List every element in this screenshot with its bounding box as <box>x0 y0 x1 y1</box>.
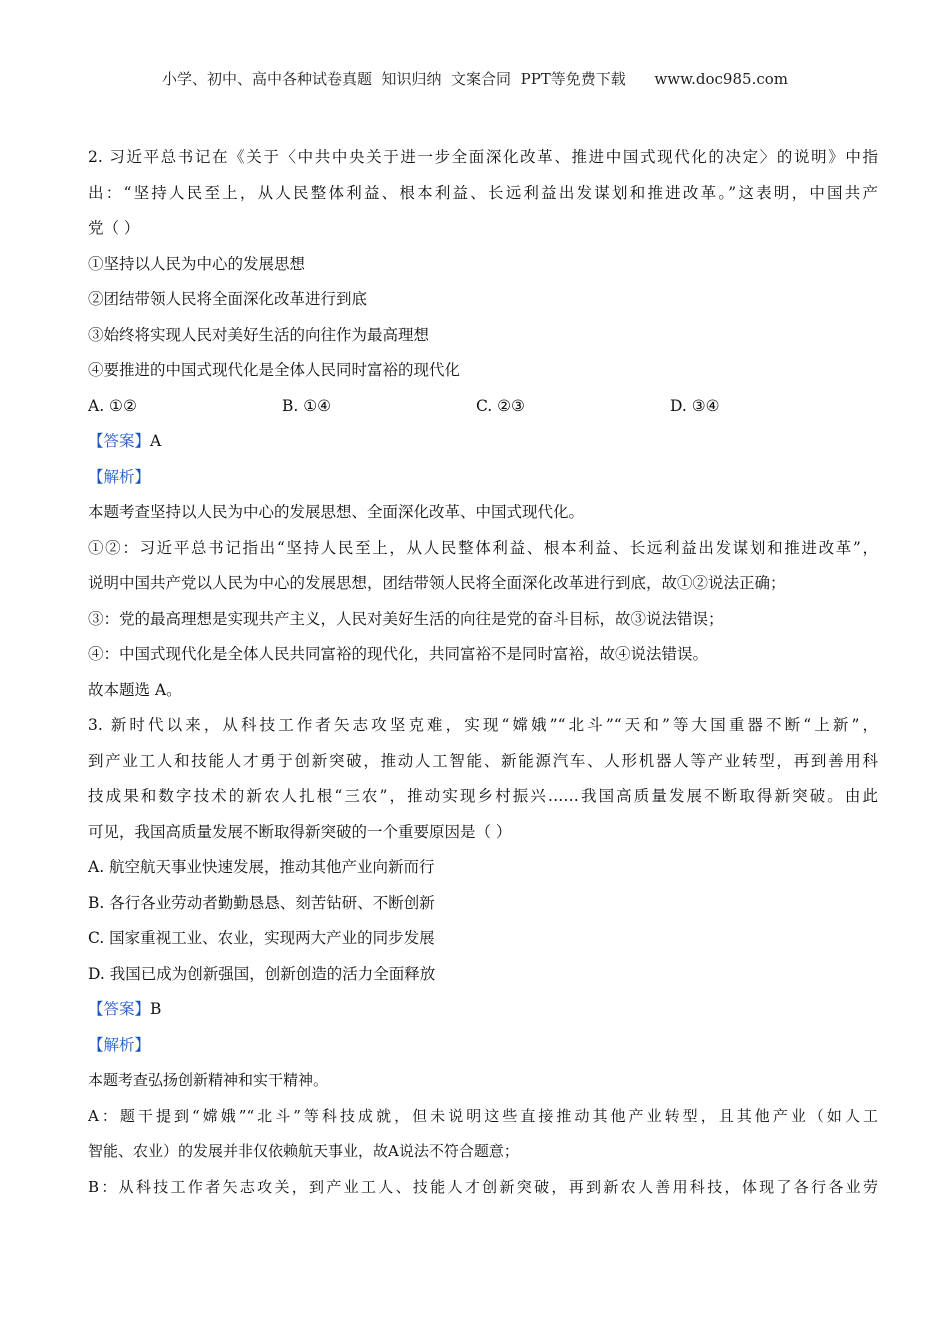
q2-analysis-line-1: 本题考查坚持以人民为中心的发展思想、全面深化改革、中国式现代化。 <box>88 503 585 521</box>
q2-item-1: ①坚持以人民为中心的发展思想 <box>88 254 306 273</box>
q2-option-c: C. ②③ <box>476 396 525 415</box>
q3-option-d: D. 我国已成为创新强国，创新创造的活力全面释放 <box>88 964 436 983</box>
q2-stem-line-2: 出：“坚持人民至上，从人民整体利益、根本利益、长远利益出发谋划和推进改革。”这表明，中国共产 <box>88 183 878 202</box>
q3-stem-line-1: 3. 新时代以来，从科技工作者矢志攻坚克难，实现“嫦娥”“北斗”“天和”等大国重器不断“上新”， <box>88 716 878 734</box>
page-header: 小学、初中、高中各种试卷真题 知识归纳 文案合同 PPT等免费下载 www.doc985.com <box>161 70 788 88</box>
q3-option-a: A. 航空航天事业快速发展，推动其他产业向新而行 <box>88 858 435 876</box>
q2-answer <box>88 424 878 460</box>
q3-analysis-line-1: 本题考查弘扬创新精神和实干精神。 <box>88 1071 329 1089</box>
q3-analysis-line-4: B：从科技工作者矢志攻关，到产业工人、技能人才创新突破，再到新农人善用科技，体现了各行各业劳 <box>88 1177 878 1196</box>
q2-analysis-heading <box>88 460 878 496</box>
q2-analysis-line-2: ①②：习近平总书记指出“坚持人民至上，从人民整体利益、根本利益、长远利益出发谋划和推进改革”， <box>88 538 878 557</box>
answer-value: B <box>150 1000 162 1018</box>
q2-stem-line-3: 党（ ） <box>88 219 140 237</box>
answer-value: A <box>150 432 162 450</box>
q2-item-3: ③始终将实现人民对美好生活的向往作为最高理想 <box>88 325 430 344</box>
q2-analysis-line-4: ③：党的最高理想是实现共产主义，人民对美好生活的向往是党的奋斗目标，故③说法错误； <box>88 609 724 628</box>
q2-analysis-line-6: 故本题选 A。 <box>88 680 182 699</box>
q2-analysis-line-5: ④：中国式现代化是全体人民共同富裕的现代化，共同富裕不是同时富裕，故④说法错误。 <box>88 645 709 663</box>
q3-stem-line-2: 到产业工人和技能人才勇于创新突破，推动人工智能、新能源汽车、人形机器人等产业转型，再到善用科 <box>88 751 878 770</box>
q3-stem-line-3: 技成果和数字技术的新农人扎根“三农”，推动实现乡村振兴……我国高质量发展不断取得新突破。由此 <box>88 787 878 805</box>
q3-analysis-line-2: A：题干提到“嫦娥”“北斗”等科技成就，但未说明这些直接推动其他产业转型，且其他产业（如人工 <box>88 1106 878 1125</box>
q2-option-d: D. ③④ <box>670 396 720 415</box>
q2-item-2: ②团结带领人民将全面深化改革进行到底 <box>88 290 368 308</box>
analysis-tag: 【解析】 <box>88 1035 151 1054</box>
q2-option-b: B. ①④ <box>282 396 332 415</box>
q3-stem-line-4: 可见，我国高质量发展不断取得新突破的一个重要原因是（ ） <box>88 822 512 841</box>
q3-answer <box>88 992 878 1028</box>
q2-stem-line-1: 2. 习近平总书记在《关于〈中共中央关于进一步全面深化改革、推进中国式现代化的决定〉的说明》中指 <box>88 148 878 166</box>
q2-item-4: ④要推进的中国式现代化是全体人民同时富裕的现代化 <box>88 361 461 379</box>
document-body <box>88 140 878 1205</box>
q3-analysis-line-3: 智能、农业）的发展并非仅依赖航天事业，故A说法不符合题意； <box>88 1142 519 1160</box>
q2-options <box>88 389 878 425</box>
answer-tag: 【答案】 <box>88 1000 151 1018</box>
q3-analysis-heading <box>88 1028 878 1064</box>
q2-option-a: A. ①② <box>88 396 137 415</box>
answer-tag: 【答案】 <box>88 432 151 450</box>
analysis-tag: 【解析】 <box>88 467 151 486</box>
q3-option-b: B. 各行各业劳动者勤勤恳恳、刻苦钻研、不断创新 <box>88 893 435 912</box>
q3-option-c: C. 国家重视工业、农业，实现两大产业的同步发展 <box>88 929 435 947</box>
q2-analysis-line-3: 说明中国共产党以人民为中心的发展思想，团结带领人民将全面深化改革进行到底，故①②说法正确； <box>88 574 786 592</box>
